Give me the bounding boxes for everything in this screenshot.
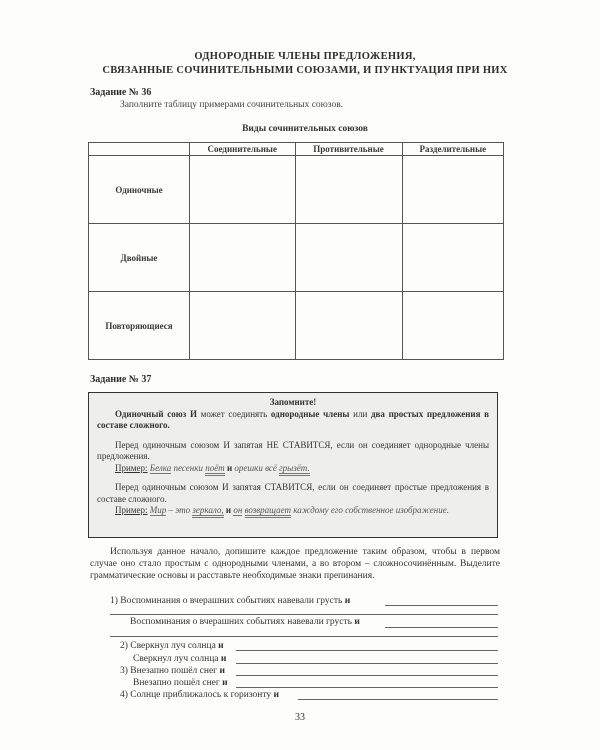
- table-corner-cell: [89, 143, 190, 156]
- sentence-1: [110, 596, 350, 606]
- sentence-text: 3) Внезапно пошёл снег: [120, 666, 218, 676]
- example-2: [97, 505, 489, 517]
- sentence-conj: и: [222, 678, 228, 688]
- sentence-conj: и: [344, 596, 351, 606]
- answer-line[interactable]: [236, 663, 498, 664]
- task-36-instruction: Заполните таблицу примерами сочинительных союзов.: [120, 100, 344, 110]
- table-cell[interactable]: [295, 292, 402, 360]
- lead-term: однородные члены: [270, 408, 350, 419]
- example-label: Пример:: [115, 462, 148, 473]
- rule-box: [88, 392, 498, 538]
- sentence-conj: и: [354, 617, 360, 627]
- task-37-label: Задание № 37: [90, 374, 152, 385]
- answer-line[interactable]: [110, 614, 498, 615]
- sentence-text: Внезапно пошёл снег: [133, 678, 220, 688]
- answer-line[interactable]: [385, 605, 498, 606]
- answer-line[interactable]: [236, 687, 498, 688]
- example-word: грызёт.: [279, 463, 309, 476]
- answer-line[interactable]: [236, 675, 498, 676]
- sentence-conj: и: [219, 666, 225, 676]
- example-1: [97, 463, 489, 475]
- example-word: каждому его собственное изображение.: [293, 505, 449, 515]
- sentence-text: 1) Воспоминания о вчерашних событиях навевали грусть: [110, 596, 343, 606]
- table-cell[interactable]: [295, 224, 402, 292]
- example-conj: и: [225, 505, 232, 515]
- table-caption: Виды сочинительных союзов: [242, 124, 368, 134]
- page-number: 33: [295, 712, 305, 723]
- answer-line[interactable]: [236, 650, 498, 651]
- column-header-disjunctive: Разделительные: [402, 143, 503, 156]
- example-conj: и: [226, 462, 233, 473]
- example-word: возвращает: [245, 505, 291, 518]
- rule-box-heading: Запомните!: [269, 397, 317, 407]
- example-word: песенки: [173, 462, 203, 473]
- sentence-text: Сверкнул луч солнца: [133, 654, 219, 664]
- row-header-single: Одиночные: [89, 156, 190, 224]
- sentence-text: Воспоминания о вчерашних событиях навевали грусть: [130, 617, 353, 627]
- rule-1: Перед одиночным союзом И запятая НЕ СТАВИТСЯ, если он соединяет однородные члены предложения.: [97, 439, 489, 461]
- sentence-3: [120, 666, 225, 676]
- table-cell[interactable]: [402, 224, 503, 292]
- conjunction-table: [88, 142, 504, 360]
- page-title: [60, 50, 550, 78]
- answer-line[interactable]: [385, 627, 498, 628]
- column-header-adversative: Противительные: [295, 143, 402, 156]
- table-cell[interactable]: [190, 224, 296, 292]
- table-cell[interactable]: [402, 292, 503, 360]
- table-cell[interactable]: [295, 156, 402, 224]
- title-line-2: СВЯЗАННЫЕ СОЧИНИТЕЛЬНЫМИ СОЮЗАМИ, И ПУНКТУАЦИЯ ПРИ НИХ: [102, 65, 508, 76]
- table-row: [89, 156, 504, 224]
- sentence-text: 4) Солнце приближалось к горизонту: [120, 690, 272, 700]
- task-37-instruction: Используя данное начало, допишите каждое предложение таким образом, чтобы в первом случае оно стало простым с однородными членами, а во втором – сложносочинённым. Выделите грамматические основы и расставьте необходимые знаки препинания.: [90, 547, 500, 581]
- answer-line[interactable]: [298, 699, 498, 700]
- example-word: зеркало,: [192, 505, 223, 518]
- rule-box-lead: [97, 409, 489, 432]
- column-header-connective: Соединительные: [190, 143, 296, 156]
- lead-text: может соединять: [200, 408, 268, 419]
- sentence-text: 2) Сверкнул луч солнца: [120, 641, 216, 651]
- sentence-3b: [133, 678, 228, 688]
- sentence-conj: и: [220, 654, 227, 664]
- rule-2: Перед одиночным союзом И запятая СТАВИТСЯ, если он соединяет простые предложения в составе сложного.: [97, 482, 489, 504]
- title-line-1: ОДНОРОДНЫЕ ЧЛЕНЫ ПРЕДЛОЖЕНИЯ,: [194, 51, 416, 62]
- task-36-label: Задание № 36: [90, 87, 152, 98]
- table-cell[interactable]: [402, 156, 503, 224]
- answer-line[interactable]: [110, 636, 498, 637]
- lead-conj: И: [189, 408, 197, 419]
- example-word: Белка: [149, 462, 172, 473]
- sentence-1b: [130, 617, 360, 627]
- table-cell[interactable]: [190, 156, 296, 224]
- sentence-4: [120, 690, 279, 700]
- lead-text: Одиночный союз: [115, 408, 187, 419]
- example-word: орешки всё: [234, 462, 277, 473]
- example-word: Мир: [149, 505, 167, 515]
- sentence-conj: и: [273, 690, 280, 700]
- row-header-double: Двойные: [89, 224, 190, 292]
- row-header-repeating: Повторяющиеся: [89, 292, 190, 360]
- lead-text: или: [353, 408, 368, 419]
- sentence-conj: и: [218, 641, 224, 651]
- example-word: – это: [168, 505, 191, 515]
- sentence-2b: [133, 654, 226, 664]
- lead-term: два простых предложения в составе сложного.: [97, 408, 490, 430]
- table-row: [89, 292, 504, 360]
- example-word: он: [233, 505, 243, 515]
- table-header-row: [89, 143, 504, 156]
- example-word: поёт: [205, 463, 225, 476]
- sentence-2: [120, 641, 224, 651]
- table-row: [89, 224, 504, 292]
- example-label: Пример:: [115, 505, 148, 515]
- table-cell[interactable]: [190, 292, 296, 360]
